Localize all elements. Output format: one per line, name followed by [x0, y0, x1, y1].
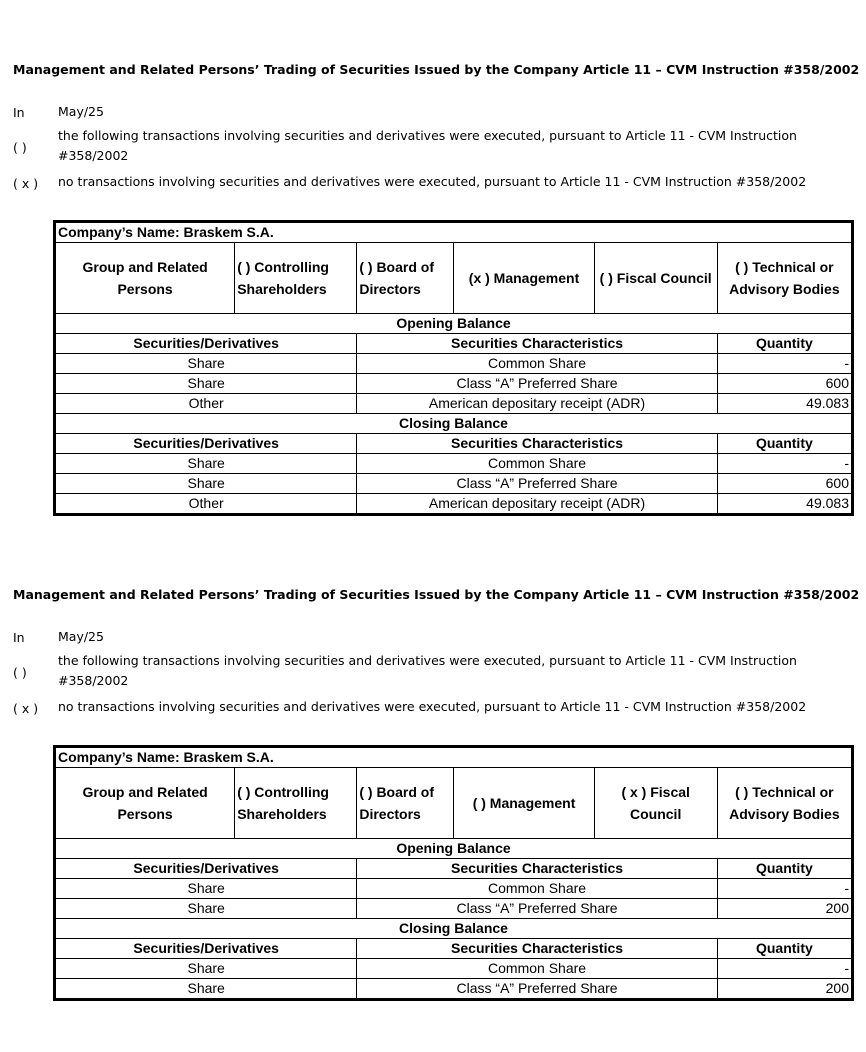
security-cell: Other — [55, 494, 357, 515]
header-controlling: ( ) Controlling Shareholders — [235, 768, 357, 839]
security-cell: Share — [55, 879, 357, 899]
opening-balance-label: Opening Balance — [55, 314, 853, 334]
option-no-transactions-mark: ( x ) — [13, 176, 39, 191]
col-securities: Securities/Derivatives — [55, 939, 357, 959]
quantity-cell: - — [717, 454, 852, 474]
characteristic-cell: Class “A” Preferred Share — [357, 374, 717, 394]
option-transactions-text: the following transactions involving securities and derivatives were executed, pursuant to Article 11 - CVM Instruction #358/2002 — [58, 128, 797, 163]
col-characteristics: Securities Characteristics — [357, 434, 717, 454]
characteristic-cell: Common Share — [357, 454, 717, 474]
header-board: ( ) Board of Directors — [357, 243, 454, 314]
characteristic-cell: American depositary receipt (ADR) — [357, 394, 717, 414]
characteristic-cell: Class “A” Preferred Share — [357, 899, 717, 919]
characteristic-cell: Common Share — [357, 354, 717, 374]
quantity-cell: - — [717, 879, 852, 899]
table-row — [55, 979, 853, 1000]
security-cell: Share — [55, 959, 357, 979]
closing-balance-label: Closing Balance — [55, 919, 853, 939]
securities-table — [53, 220, 854, 516]
header-technical: ( ) Technical or Advisory Bodies — [717, 768, 852, 839]
header-group: Group and Related Persons — [55, 768, 235, 839]
quantity-cell: - — [717, 354, 852, 374]
quantity-cell: 200 — [717, 899, 852, 919]
header-controlling: ( ) Controlling Shareholders — [235, 243, 357, 314]
security-cell: Share — [55, 899, 357, 919]
table-row — [55, 959, 853, 979]
company-name: Company’s Name: Braskem S.A. — [55, 222, 853, 243]
col-securities: Securities/Derivatives — [55, 334, 357, 354]
col-quantity: Quantity — [717, 334, 852, 354]
header-group: Group and Related Persons — [55, 243, 235, 314]
in-label: In — [13, 105, 25, 120]
table-row — [55, 879, 853, 899]
option-transactions-mark: ( ) — [13, 140, 27, 155]
option-transactions-mark: ( ) — [13, 665, 27, 680]
securities-table — [53, 745, 854, 1001]
table-row — [55, 374, 853, 394]
col-quantity: Quantity — [717, 859, 852, 879]
characteristic-cell: Class “A” Preferred Share — [357, 979, 717, 1000]
opening-balance-label: Opening Balance — [55, 839, 853, 859]
header-board: ( ) Board of Directors — [357, 768, 454, 839]
section-title: Management and Related Persons’ Trading of Securities Issued by the Company Article 11 – CVM Instruction #358/2002 — [13, 62, 860, 77]
company-name: Company’s Name: Braskem S.A. — [55, 747, 853, 768]
col-characteristics: Securities Characteristics — [357, 859, 717, 879]
quantity-cell: 200 — [717, 979, 852, 1000]
characteristic-cell: Common Share — [357, 959, 717, 979]
table-row — [55, 899, 853, 919]
header-management: (x ) Management — [454, 243, 594, 314]
table-row — [55, 354, 853, 374]
col-characteristics: Securities Characteristics — [357, 334, 717, 354]
quantity-cell: - — [717, 959, 852, 979]
col-securities: Securities/Derivatives — [55, 859, 357, 879]
quantity-cell: 600 — [717, 374, 852, 394]
quantity-cell: 49.083 — [717, 394, 852, 414]
option-no-transactions-text: no transactions involving securities and derivatives were executed, pursuant to Article 11 - CVM Instruction #358/2002 — [58, 699, 807, 714]
option-transactions-text: the following transactions involving securities and derivatives were executed, pursuant to Article 11 - CVM Instruction #358/2002 — [58, 653, 797, 688]
security-cell: Share — [55, 454, 357, 474]
col-quantity: Quantity — [717, 434, 852, 454]
header-technical: ( ) Technical or Advisory Bodies — [717, 243, 852, 314]
table-row — [55, 494, 853, 515]
period-value: May/25 — [58, 629, 104, 644]
col-characteristics: Securities Characteristics — [357, 939, 717, 959]
security-cell: Share — [55, 374, 357, 394]
characteristic-cell: American depositary receipt (ADR) — [357, 494, 717, 515]
security-cell: Other — [55, 394, 357, 414]
quantity-cell: 49.083 — [717, 494, 852, 515]
characteristic-cell: Common Share — [357, 879, 717, 899]
closing-balance-label: Closing Balance — [55, 414, 853, 434]
header-fiscal: ( ) Fiscal Council — [594, 243, 717, 314]
header-management: ( ) Management — [454, 768, 594, 839]
table-row — [55, 394, 853, 414]
table-row — [55, 474, 853, 494]
security-cell: Share — [55, 354, 357, 374]
col-quantity: Quantity — [717, 939, 852, 959]
security-cell: Share — [55, 474, 357, 494]
security-cell: Share — [55, 979, 357, 1000]
option-no-transactions-text: no transactions involving securities and derivatives were executed, pursuant to Article 11 - CVM Instruction #358/2002 — [58, 174, 807, 189]
characteristic-cell: Class “A” Preferred Share — [357, 474, 717, 494]
in-label: In — [13, 630, 25, 645]
table-row — [55, 454, 853, 474]
header-fiscal: ( x ) Fiscal Council — [594, 768, 717, 839]
period-value: May/25 — [58, 104, 104, 119]
section-title: Management and Related Persons’ Trading of Securities Issued by the Company Article 11 – CVM Instruction #358/2002 — [13, 587, 860, 602]
option-no-transactions-mark: ( x ) — [13, 701, 39, 716]
quantity-cell: 600 — [717, 474, 852, 494]
col-securities: Securities/Derivatives — [55, 434, 357, 454]
